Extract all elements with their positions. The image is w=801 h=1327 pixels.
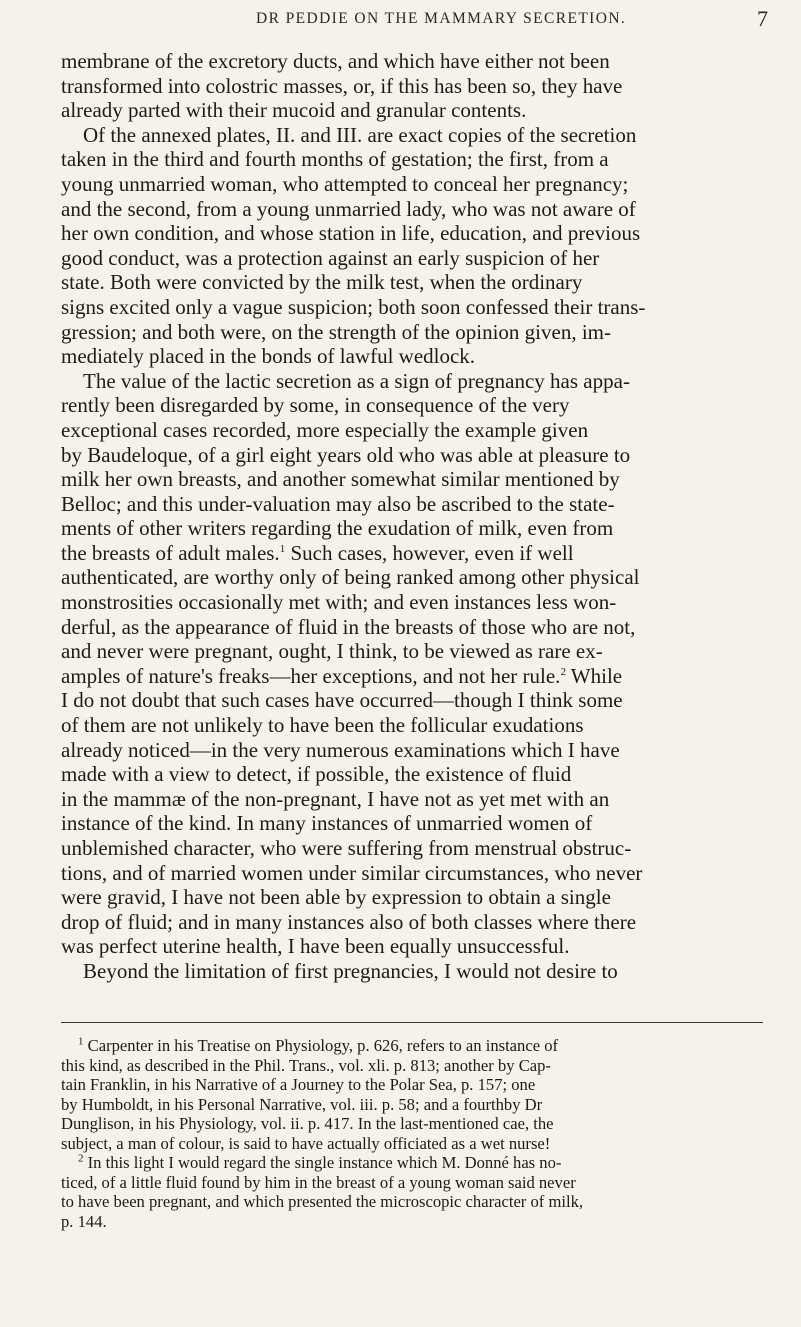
- text-line: already noticed—in the very numerous examinations which I have: [61, 737, 620, 762]
- footnote-line: subject, a man of colour, is said to have actually officiated as a wet nurse!: [61, 1133, 551, 1153]
- text-segment: Such cases, however, even if well: [285, 540, 574, 565]
- running-title: DR PEDDIE ON THE MAMMARY SECRETION.: [256, 10, 627, 27]
- footnote-divider: [61, 1022, 763, 1023]
- text-line: state. Both were convicted by the milk test, when the ordinary: [61, 270, 583, 295]
- footnotes: [61, 1036, 763, 1231]
- footnote-mark-1: 1: [78, 1035, 84, 1048]
- text-line: rently been disregarded by some, in consequence of the very: [61, 393, 570, 418]
- footnote-1-line: [61, 1036, 763, 1056]
- text-line: in the mammæ of the non-pregnant, I have not as yet met with an: [61, 786, 610, 811]
- footnote-line: this kind, as described in the Phil. Trans., vol. xli. p. 813; another by Cap-: [61, 1055, 551, 1075]
- text-line: made with a view to detect, if possible, the existence of fluid: [61, 762, 572, 787]
- text-line: and the second, from a young unmarried lady, who was not aware of: [61, 196, 636, 221]
- text-line: and never were pregnant, ought, I think, to be viewed as rare ex-: [61, 639, 603, 664]
- footnote-line: p. 144.: [61, 1211, 107, 1231]
- text-line-with-footnote-ref: [61, 541, 763, 566]
- text-segment: amples of nature's freaks—her exceptions, and not her rule.: [61, 663, 561, 688]
- text-line: exceptional cases recorded, more especially the example given: [61, 417, 589, 442]
- text-line: I do not doubt that such cases have occurred—though I think some: [61, 688, 623, 713]
- footnote-line: ticed, of a little fluid found by him in the breast of a young woman said never: [61, 1172, 576, 1192]
- footnote-2-line: [61, 1153, 763, 1173]
- text-line: drop of fluid; and in many instances also of both classes where there: [61, 909, 637, 934]
- paragraph-start-line: Beyond the limitation of first pregnancies, I would not desire to: [83, 958, 618, 983]
- text-line: were gravid, I have not been able by expression to obtain a single: [61, 885, 611, 910]
- text-line: her own condition, and whose station in life, education, and previous: [61, 221, 641, 246]
- footnote-line: tain Franklin, in his Narrative of a Journey to the Polar Sea, p. 157; one: [61, 1075, 536, 1094]
- text-line: mediately placed in the bonds of lawful wedlock.: [61, 344, 476, 369]
- text-line: authenticated, are worthy only of being ranked among other physical: [61, 565, 640, 590]
- paragraph-start-line: Of the annexed plates, II. and III. are exact copies of the secretion: [83, 122, 637, 147]
- text-line: membrane of the excretory ducts, and which have either not been: [61, 49, 610, 73]
- text-line: signs excited only a vague suspicion; both soon confessed their trans-: [61, 294, 646, 319]
- text-line: ments of other writers regarding the exudation of milk, even from: [61, 516, 614, 541]
- text-line-with-footnote-ref: [61, 664, 763, 689]
- text-line: by Baudeloque, of a girl eight years old who was able at pleasure to: [61, 442, 631, 467]
- footnote-ref-2: 2: [560, 665, 566, 678]
- footnote-line: by Humboldt, in his Personal Narrative, vol. iii. p. 58; and a fourthby Dr: [61, 1094, 543, 1114]
- text-line: unblemished character, who were suffering from menstrual obstruc-: [61, 836, 632, 860]
- text-line: good conduct, was a protection against an early suspicion of her: [61, 245, 600, 270]
- text-line: milk her own breasts, and another somewhat similar mentioned by: [61, 467, 620, 492]
- text-line: tions, and of married women under similar circumstances, who never: [61, 860, 643, 885]
- body-text: [61, 49, 763, 984]
- footnote-ref-1: 1: [279, 542, 286, 555]
- footnote-text: Carpenter in his Treatise on Physiology, p. 626, refers to an instance of: [87, 1036, 559, 1055]
- footnote-mark-2: 2: [78, 1152, 84, 1165]
- page-number: 7: [757, 6, 768, 31]
- text-line: of them are not unlikely to have been the follicular exudations: [61, 713, 584, 738]
- footnote-text: In this light I would regard the single instance which M. Donné has no-: [87, 1153, 562, 1172]
- text-line: young unmarried woman, who attempted to conceal her pregnancy;: [61, 171, 629, 196]
- text-line: transformed into colostric masses, or, if this has been so, they have: [61, 73, 623, 98]
- footnote-line: Dunglison, in his Physiology, vol. ii. p. 417. In the last-mentioned cae, the: [61, 1114, 554, 1133]
- text-line: was perfect uterine health, I have been equally unsuccessful.: [61, 934, 570, 959]
- text-segment: While: [565, 663, 623, 688]
- text-line: already parted with their mucoid and granular contents.: [61, 98, 527, 123]
- text-line: Belloc; and this under-valuation may also be ascribed to the state-: [61, 491, 615, 516]
- running-header: [0, 6, 801, 36]
- text-line: gression; and both were, on the strength of the opinion given, im-: [61, 319, 611, 344]
- footnote-line: to have been pregnant, and which presented the microscopic character of milk,: [61, 1192, 584, 1211]
- text-line: monstrosities occasionally met with; and even instances less won-: [61, 590, 617, 615]
- text-line: derful, as the appearance of fluid in the breasts of those who are not,: [61, 614, 636, 639]
- text-segment: the breasts of adult males.: [61, 540, 280, 565]
- text-line: taken in the third and fourth months of gestation; the first, from a: [61, 147, 609, 172]
- text-line: instance of the kind. In many instances of unmarried women of: [61, 811, 593, 836]
- paragraph-start-line: The value of the lactic secretion as a sign of pregnancy has appa-: [83, 368, 630, 393]
